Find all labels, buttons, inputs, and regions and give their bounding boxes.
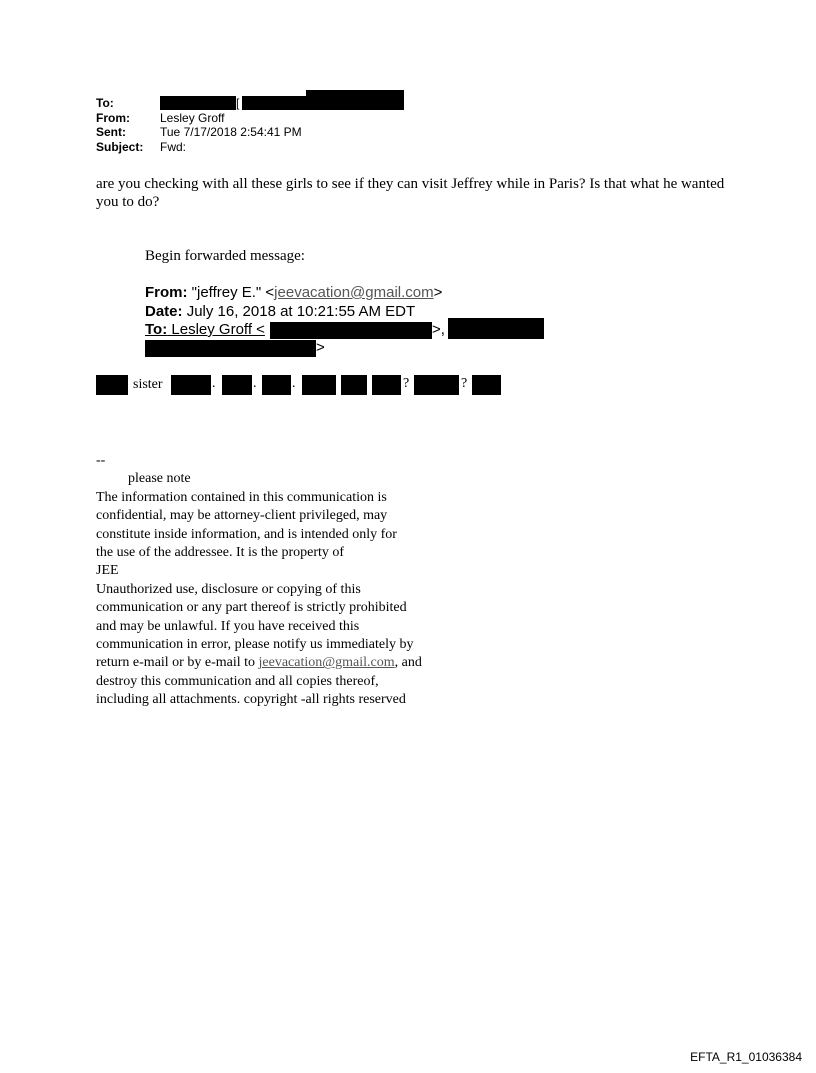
fwd-from-close: > [433, 284, 443, 301]
redaction-msg-4 [262, 375, 291, 395]
redaction-fwd-to-1 [270, 322, 432, 339]
sent-label: Sent: [96, 125, 126, 139]
disclaimer-line-9: communication in error, please notify us immediately by [96, 637, 414, 653]
redaction-msg-6 [341, 375, 367, 395]
msg-question-2: ? [461, 376, 468, 391]
subject-value: Fwd: [160, 139, 187, 154]
fwd-from-row [145, 284, 442, 303]
disclaimer-line-6: Unauthorized use, disclosure or copying of this [96, 581, 361, 597]
sent-value: Tue 7/17/2018 2:54:41 PM [160, 125, 302, 139]
redaction-fwd-to-2 [448, 318, 544, 339]
disclaimer-line-11: destroy this communication and all copies thereof, [96, 673, 379, 689]
to-label: To: [96, 96, 114, 110]
disclaimer-line-12: including all attachments. copyright -all rights reserved [96, 692, 406, 708]
redaction-msg-2 [171, 375, 211, 395]
from-row [96, 111, 302, 126]
document-id: EFTA_R1_01036384 [690, 1050, 802, 1064]
fwd-to-label: To: [145, 321, 168, 338]
message-word: sister [133, 377, 163, 392]
fwd-date-label: Date: [145, 302, 183, 320]
msg-punct-3: . [292, 376, 296, 391]
msg-punct-1: . [212, 376, 216, 391]
redaction-to-2 [242, 96, 306, 110]
signature-block [96, 452, 496, 710]
subject-row [96, 140, 302, 155]
fwd-date-row [145, 303, 442, 322]
disclaimer-line-10-post: , and [394, 655, 422, 671]
redaction-msg-1 [96, 375, 128, 395]
sig-please-note: please note [128, 471, 191, 487]
redaction-to-1 [160, 96, 236, 110]
fwd-to-value: Lesley Groff < [171, 321, 265, 338]
forwarded-intro: Begin forwarded message: [145, 248, 305, 264]
disclaimer-line-4: the use of the addressee. It is the property of [96, 545, 345, 561]
fwd-to-separator: >, [432, 321, 445, 338]
redaction-msg-5 [302, 375, 336, 395]
fwd-from-name: "jeffrey E." < [191, 284, 275, 301]
disclaimer-line-1: The information contained in this communication is [96, 489, 387, 505]
redaction-msg-9 [472, 375, 501, 395]
disclaimer-line-10-pre: return e-mail or by e-mail to [96, 655, 259, 671]
sig-dashes: -- [96, 453, 106, 468]
disclaimer-line-8: and may be unlawful. If you have received this [96, 618, 360, 634]
fwd-from-email-link[interactable]: jeevacation@gmail.com [274, 284, 434, 301]
redaction-msg-8 [414, 375, 459, 395]
redaction-fwd-to-3 [145, 340, 316, 357]
fwd-to-close: > [316, 339, 325, 356]
redaction-msg-3 [222, 375, 252, 395]
fwd-date-value: July 16, 2018 at 10:21:55 AM EDT [186, 302, 416, 320]
disclaimer-line-5: JEE [96, 563, 119, 579]
disclaimer-line-7: communication or any part thereof is strictly prohibited [96, 600, 407, 616]
disclaimer-line-10 [96, 654, 496, 672]
from-label: From: [96, 110, 130, 125]
to-value: [ [236, 96, 240, 110]
disclaimer-line-2: confidential, may be attorney-client privileged, may [96, 508, 388, 524]
subject-label: Subject: [96, 139, 144, 154]
msg-question-1: ? [403, 376, 410, 391]
from-value: Lesley Groff [160, 110, 225, 125]
disclaimer-line-3: constitute inside information, and is intended only for [96, 526, 397, 542]
redaction-to-3 [306, 90, 404, 110]
fwd-from-label: From: [145, 284, 188, 301]
redaction-msg-7 [372, 375, 401, 395]
msg-punct-2: . [253, 376, 257, 391]
disclaimer-email-link[interactable]: jeevacation@gmail.com [258, 655, 395, 671]
sent-row [96, 125, 302, 140]
message-body: are you checking with all these girls to see if they can visit Jeffrey while in Paris? Is that what he wanted you to do? [96, 176, 725, 210]
